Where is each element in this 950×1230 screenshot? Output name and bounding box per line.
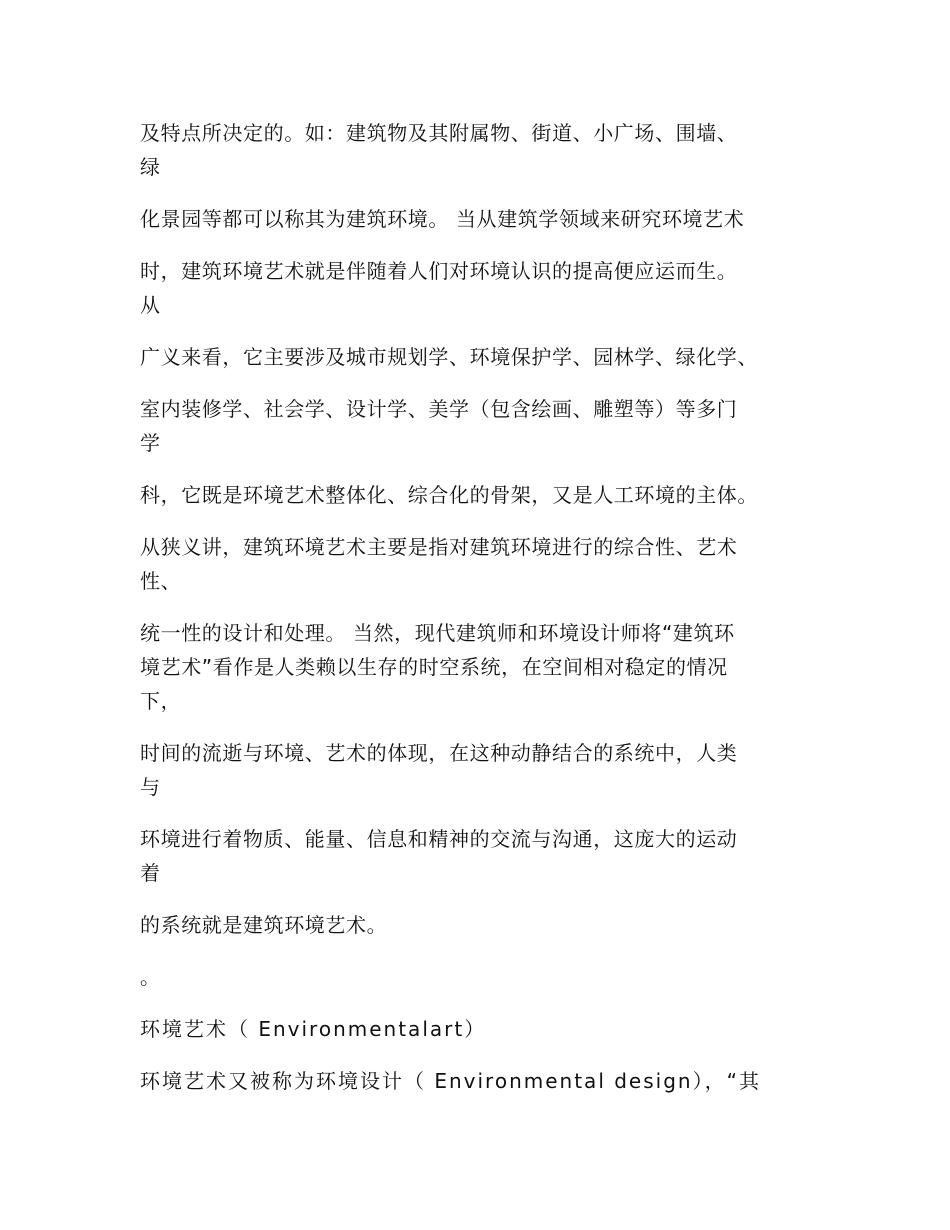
text-line: 从 xyxy=(140,293,161,317)
text-line: 下， xyxy=(140,689,182,713)
text-line: 绿 xyxy=(140,155,161,179)
text-line: 环境艺术又被称为环境设计（ Environmental design），“其 xyxy=(140,1069,761,1093)
text-line: 着 xyxy=(140,861,161,885)
text-line: 科，它既是环境艺术整体化、综合化的骨架，又是人工环境的主体。 xyxy=(140,483,758,507)
text-line: 从狭义讲，建筑环境艺术主要是指对建筑环境进行的综合性、艺术 xyxy=(140,535,738,559)
text-line: 学 xyxy=(140,431,161,455)
text-line: 环境进行着物质、能量、信息和精神的交流与沟通，这庞大的运动 xyxy=(140,827,738,851)
text-line: 性、 xyxy=(140,569,182,593)
section-heading: 环境艺术（ Environmentalart） xyxy=(140,1017,487,1041)
text-line: 广义来看，它主要涉及城市规划学、环境保护学、园林学、绿化学、 xyxy=(140,345,758,369)
text-line: 时，建筑环境艺术就是伴随着人们对环境认识的提高便应运而生。 xyxy=(140,259,738,283)
text-line: 室内装修学、社会学、设计学、美学（包含绘画、雕塑等）等多门 xyxy=(140,397,738,421)
text-line: 时间的流逝与环境、艺术的体现，在这种动静结合的系统中，人类 xyxy=(140,741,738,765)
text-line: 与 xyxy=(140,775,161,799)
text-line: 化景园等都可以称其为建筑环境。 当从建筑学领域来研究环境艺术 xyxy=(140,207,745,231)
text-line: 统一性的设计和处理。 当然，现代建筑师和环境设计师将“建筑环 xyxy=(140,621,735,645)
text-line: 境艺术”看作是人类赖以生存的时空系统，在空间相对稳定的情况 xyxy=(140,655,728,679)
text-line: 的系统就是建筑环境艺术。 xyxy=(140,913,388,937)
text-line: 及特点所决定的。如：建筑物及其附属物、街道、小广场、围墙、 xyxy=(140,121,738,145)
text-line: 。 xyxy=(140,965,161,989)
